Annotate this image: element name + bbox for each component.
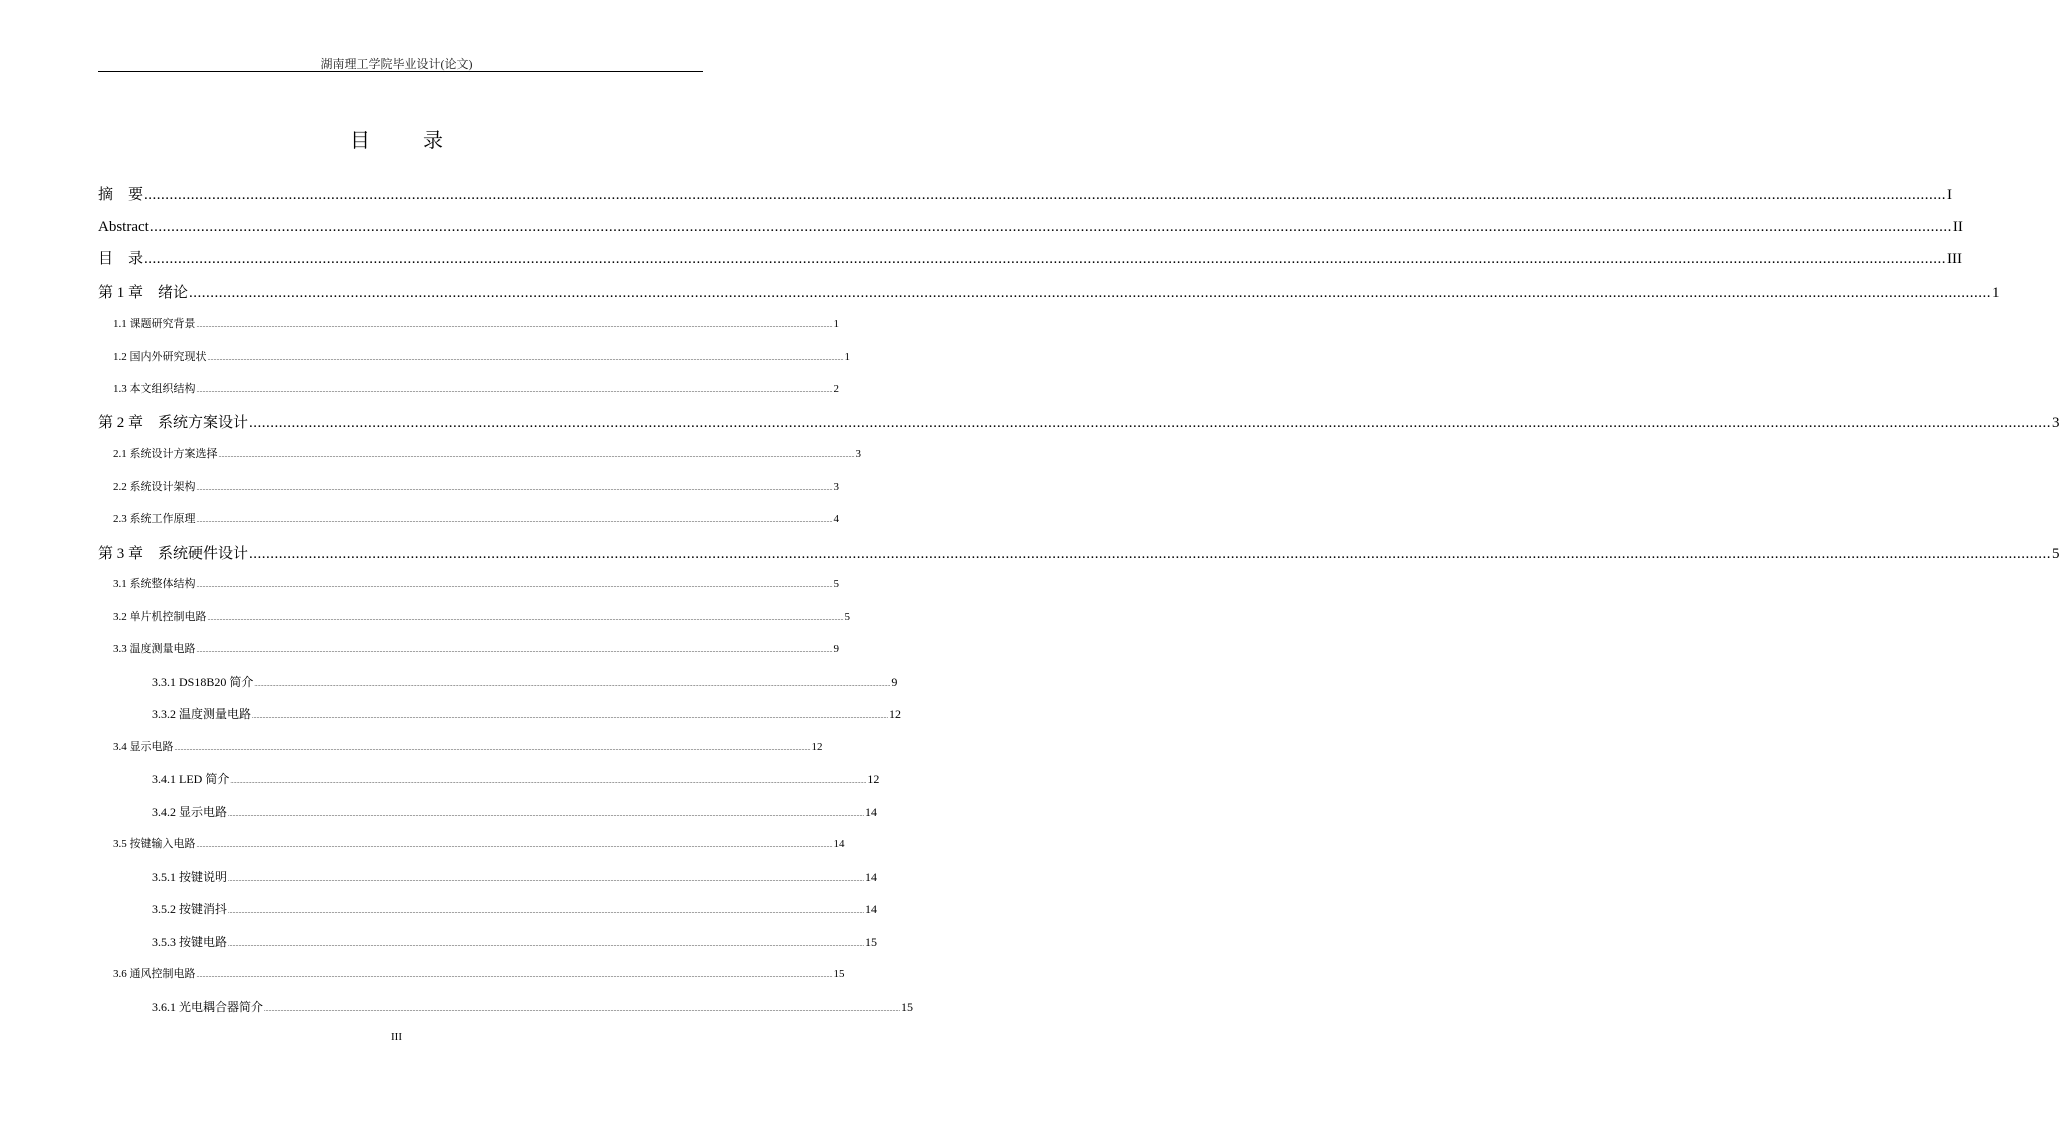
dot-leader: ........................................................................................................................................................................................................................................................................................................................................................................................................................................ bbox=[228, 877, 865, 883]
toc-entry bbox=[113, 967, 845, 981]
toc-entry bbox=[113, 837, 845, 851]
toc-entry-page: 5 bbox=[2052, 546, 2060, 562]
toc-entry-page: 5 bbox=[844, 611, 850, 623]
dot-leader: ........................................................................................................................................................................................................................................................................................................................................................................................................................................ bbox=[196, 518, 833, 524]
toc-entry-label: 3.5 按键输入电路 bbox=[113, 838, 196, 850]
toc-entry-page: 1 bbox=[833, 318, 839, 330]
toc-entry-label: 3.1 系统整体结构 bbox=[113, 578, 196, 590]
toc-entry bbox=[152, 675, 898, 690]
toc-entry-page: 12 bbox=[889, 707, 902, 721]
toc-entry bbox=[98, 545, 2060, 563]
dot-leader: ........................................................................................................................................................................................................................................................................................................................................................................................................................................ bbox=[228, 942, 865, 948]
dot-leader: ........................................................................................................................................................................................................................................................................................................................................................................................................................................ bbox=[196, 583, 833, 589]
dot-leader: ........................................................................................................................................................................................................................................................................................................................................................................................................................................ bbox=[196, 843, 833, 849]
toc-entry-label: 摘 要 bbox=[98, 187, 144, 203]
toc-entry-page: 2 bbox=[833, 383, 839, 395]
dot-leader: ........................................................................................................................................................................................................................................................................................................................................................................................................................................ bbox=[144, 251, 1947, 267]
toc-entry-page: 5 bbox=[833, 578, 839, 590]
toc-entry bbox=[152, 772, 880, 787]
toc-entry bbox=[113, 350, 850, 364]
dot-leader: ........................................................................................................................................................................................................................................................................................................................................................................................................................................ bbox=[189, 285, 1992, 301]
dot-leader: ........................................................................................................................................................................................................................................................................................................................................................................................................................................ bbox=[196, 388, 833, 394]
toc-entry bbox=[152, 707, 902, 722]
toc-entry-label: 3.4.1 LED 简介 bbox=[152, 772, 230, 786]
toc-entry-page: 1 bbox=[1992, 285, 2000, 301]
toc-entry-page: 14 bbox=[865, 902, 878, 916]
dot-leader: ........................................................................................................................................................................................................................................................................................................................................................................................................................................ bbox=[218, 453, 855, 459]
toc-entry bbox=[98, 414, 2060, 432]
toc-entry-label: 第 1 章 绪论 bbox=[98, 285, 189, 301]
page-number: III bbox=[391, 1031, 402, 1043]
toc-entry-label: 第 3 章 系统硬件设计 bbox=[98, 546, 249, 562]
dot-leader: ........................................................................................................................................................................................................................................................................................................................................................................................................................................ bbox=[249, 415, 2052, 431]
toc-entry-label: 3.4 显示电路 bbox=[113, 741, 174, 753]
toc-entry bbox=[113, 480, 839, 494]
toc-entry-page: 4 bbox=[833, 513, 839, 525]
dot-leader: ........................................................................................................................................................................................................................................................................................................................................................................................................................................ bbox=[144, 187, 1947, 203]
dot-leader: ........................................................................................................................................................................................................................................................................................................................................................................................................................................ bbox=[207, 616, 844, 622]
toc-entry-label: 第 2 章 系统方案设计 bbox=[98, 415, 249, 431]
dot-leader: ........................................................................................................................................................................................................................................................................................................................................................................................................................................ bbox=[230, 779, 867, 785]
toc-entry-label: 1.1 课题研究背景 bbox=[113, 318, 196, 330]
dot-leader: ........................................................................................................................................................................................................................................................................................................................................................................................................................................ bbox=[196, 973, 833, 979]
toc-entry-label: 3.5.3 按键电路 bbox=[152, 935, 228, 949]
toc-entry-page: 14 bbox=[865, 870, 878, 884]
dot-leader: ........................................................................................................................................................................................................................................................................................................................................................................................................................................ bbox=[249, 546, 2052, 562]
toc-entry-label: 3.5.1 按键说明 bbox=[152, 870, 228, 884]
toc-entry-label: 2.1 系统设计方案选择 bbox=[113, 448, 218, 460]
toc-entry-label: 3.2 单片机控制电路 bbox=[113, 611, 207, 623]
dot-leader: ........................................................................................................................................................................................................................................................................................................................................................................................................................................ bbox=[254, 682, 891, 688]
dot-leader: ........................................................................................................................................................................................................................................................................................................................................................................................................................................ bbox=[196, 486, 833, 492]
toc-entry-page: 14 bbox=[865, 805, 878, 819]
toc-entry bbox=[113, 740, 823, 754]
toc-entry bbox=[152, 1000, 914, 1015]
toc-entry-page: 15 bbox=[865, 935, 878, 949]
toc-entry-page: 12 bbox=[811, 741, 823, 753]
dot-leader: ........................................................................................................................................................................................................................................................................................................................................................................................................................................ bbox=[252, 714, 889, 720]
toc-entry-page: 15 bbox=[901, 1000, 914, 1014]
dot-leader: ........................................................................................................................................................................................................................................................................................................................................................................................................................................ bbox=[228, 909, 865, 915]
toc-title: 目 录 bbox=[350, 130, 467, 152]
toc-entry-page: I bbox=[1947, 187, 1953, 203]
dot-leader: ........................................................................................................................................................................................................................................................................................................................................................................................................................................ bbox=[149, 219, 1952, 235]
toc-entry bbox=[113, 512, 839, 526]
toc-entry-page: II bbox=[1952, 219, 1963, 235]
dot-leader: ........................................................................................................................................................................................................................................................................................................................................................................................................................................ bbox=[264, 1007, 901, 1013]
toc-entry-label: 2.3 系统工作原理 bbox=[113, 513, 196, 525]
toc-entry-page: 3 bbox=[833, 481, 839, 493]
toc-entry bbox=[98, 186, 1953, 204]
dot-leader: ........................................................................................................................................................................................................................................................................................................................................................................................................................................ bbox=[207, 356, 844, 362]
toc-entry-label: 2.2 系统设计架构 bbox=[113, 481, 196, 493]
toc-entry-label: 3.6 通风控制电路 bbox=[113, 968, 196, 980]
toc-entry-label: 3.4.2 显示电路 bbox=[152, 805, 228, 819]
toc-entry-page: 14 bbox=[833, 838, 845, 850]
toc-entry bbox=[113, 642, 839, 656]
toc-entry-page: 1 bbox=[844, 351, 850, 363]
running-header: 湖南理工学院毕业设计(论文) bbox=[320, 57, 473, 71]
dot-leader: ........................................................................................................................................................................................................................................................................................................................................................................................................................................ bbox=[196, 648, 833, 654]
toc-entry-page: 12 bbox=[867, 772, 880, 786]
dot-leader: ........................................................................................................................................................................................................................................................................................................................................................................................................................................ bbox=[196, 323, 833, 329]
toc-entry-page: 3 bbox=[2052, 415, 2060, 431]
toc-entry-page: 9 bbox=[833, 643, 839, 655]
dot-leader: ........................................................................................................................................................................................................................................................................................................................................................................................................................................ bbox=[174, 746, 811, 752]
toc-entry bbox=[113, 577, 839, 591]
toc-entry bbox=[113, 447, 861, 461]
toc-entry bbox=[113, 610, 850, 624]
toc-entry-page: III bbox=[1947, 251, 1963, 267]
toc-entry bbox=[152, 902, 878, 917]
toc-entry bbox=[113, 382, 839, 396]
toc-entry-label: 3.5.2 按键消抖 bbox=[152, 902, 228, 916]
dot-leader: ........................................................................................................................................................................................................................................................................................................................................................................................................................................ bbox=[228, 812, 865, 818]
toc-entry-page: 9 bbox=[891, 675, 898, 689]
toc-entry bbox=[152, 870, 878, 885]
toc-entry bbox=[98, 250, 1963, 268]
toc-entry bbox=[152, 935, 878, 950]
toc-entry-label: 3.3.1 DS18B20 简介 bbox=[152, 675, 254, 689]
toc-entry-label: 1.2 国内外研究现状 bbox=[113, 351, 207, 363]
toc-entry-label: 3.3 温度测量电路 bbox=[113, 643, 196, 655]
toc-entry-page: 15 bbox=[833, 968, 845, 980]
toc-entry-label: 1.3 本文组织结构 bbox=[113, 383, 196, 395]
toc-entry-label: 3.6.1 光电耦合器简介 bbox=[152, 1000, 264, 1014]
toc-entry-label: Abstract bbox=[98, 219, 149, 235]
toc-entry-page: 3 bbox=[855, 448, 861, 460]
toc-entry bbox=[98, 284, 2000, 302]
toc-entry bbox=[152, 805, 878, 820]
toc-entry-label: 目 录 bbox=[98, 251, 144, 267]
toc-entry-label: 3.3.2 温度测量电路 bbox=[152, 707, 252, 721]
toc-entry bbox=[113, 317, 839, 331]
toc-entry bbox=[98, 218, 1963, 236]
